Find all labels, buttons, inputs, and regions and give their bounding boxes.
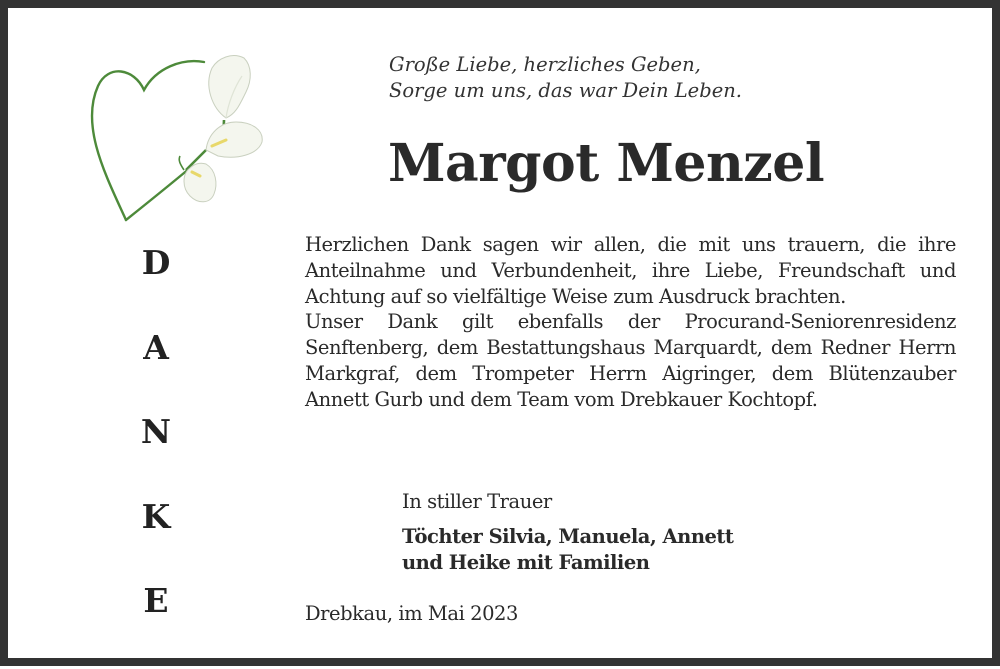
- mourning-phrase: In stiller Trauer: [402, 490, 552, 513]
- place-date: Drebkau, im Mai 2023: [305, 602, 518, 625]
- thank-you-paragraph: Unser Dank gilt ebenfalls der Procurand-Seniorenresidenz Senftenberg, dem Bestattungshaus Marquardt, dem Redner Herrn Markgraf, dem Trompeter Herrn Aigringer, dem Blütenzauber Annett Gurb und dem Team vom Drebkauer Kochtopf.: [305, 310, 956, 411]
- signers: [402, 524, 733, 576]
- deceased-name: Margot Menzel: [388, 133, 825, 194]
- motto-line: Sorge um uns, das war Dein Leben.: [389, 79, 742, 102]
- thank-you-text: [305, 232, 956, 413]
- motto-verse: [389, 52, 742, 104]
- danke-vertical: [126, 243, 186, 669]
- motto-line: Große Liebe, herzliches Geben,: [389, 53, 701, 76]
- danke-letter: A: [143, 327, 169, 367]
- danke-letter: N: [140, 412, 172, 451]
- thank-you-paragraph: Herzlichen Dank sagen wir allen, die mit uns trauern, die ihre Anteilnahme und Verbundenheit, ihre Liebe, Freundschaft und Achtung auf so vielfältige Weise zum Ausdruck brachten.: [305, 233, 956, 308]
- signers-line: Töchter Silvia, Manuela, Annett: [402, 525, 734, 548]
- danke-letter: E: [143, 581, 169, 620]
- danke-letter: D: [141, 243, 171, 282]
- calla-lily-heart-icon: [86, 46, 276, 228]
- danke-letter: K: [141, 496, 171, 536]
- signers-line: und Heike mit Familien: [402, 551, 650, 574]
